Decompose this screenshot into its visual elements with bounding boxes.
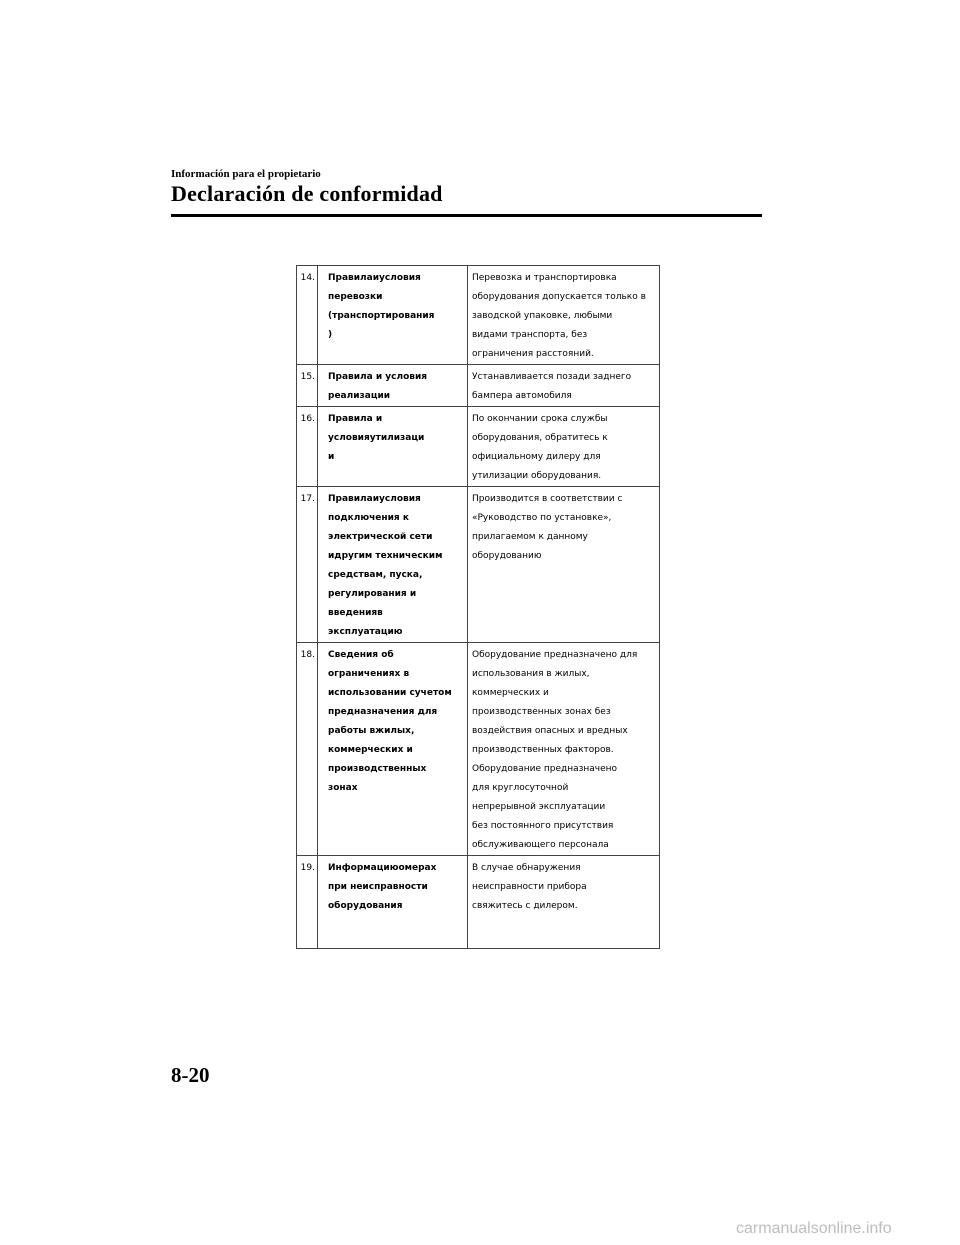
- row-number: 14.: [297, 266, 318, 365]
- row-number: 19.: [297, 856, 318, 949]
- table-row: [297, 407, 660, 487]
- row-number: 17.: [297, 487, 318, 643]
- specification-table: [296, 265, 660, 949]
- row-number: 18.: [297, 643, 318, 856]
- row-name: Информациюомерах при неисправности оборудования: [318, 856, 468, 949]
- row-name: Правила и условия реализации: [318, 365, 468, 407]
- row-name: Правилаиусловия перевозки (транспортирования ): [318, 266, 468, 365]
- row-description: Перевозка и транспортировка оборудования допускается только в заводской упаковке, любыми видами транспорта, без ограничения расстояний.: [468, 266, 660, 365]
- row-description: Производится в соответствии с «Руководство по установке», прилагаемом к данному оборудованию: [468, 487, 660, 643]
- row-number: 15.: [297, 365, 318, 407]
- row-description: Устанавливается позади заднего бампера автомобиля: [468, 365, 660, 407]
- section-label: Información para el propietario: [171, 168, 321, 180]
- table-row: [297, 856, 660, 949]
- table-row: [297, 487, 660, 643]
- row-description: Оборудование предназначено для использования в жилых, коммерческих и производственных зонах без воздействия опасных и вредных производственных факторов. Оборудование предназначено для круглосуточной непрерывной эксплуатации без постоянного присутствия обслуживающего персонала: [468, 643, 660, 856]
- page-title: Declaración de conformidad: [171, 181, 443, 206]
- row-description: В случае обнаружения неисправности прибора свяжитесь с дилером.: [468, 856, 660, 949]
- title-divider: [171, 214, 762, 217]
- table-row: [297, 643, 660, 856]
- row-number: 16.: [297, 407, 318, 487]
- row-name: Правила и условияутилизаци и: [318, 407, 468, 487]
- row-name: Правилаиусловия подключения к электрической сети идругим техническим средствам, пуска, регулирования и введенияв эксплуатацию: [318, 487, 468, 643]
- watermark-text: carmanualsonline.info: [736, 1220, 892, 1237]
- table-row: [297, 365, 660, 407]
- row-description: По окончании срока службы оборудования, обратитесь к официальному дилеру для утилизации оборудования.: [468, 407, 660, 487]
- table-row: [297, 266, 660, 365]
- row-name: Сведения об ограничениях в использовании сучетом предназначения для работы вжилых, коммерческих и производственных зонах: [318, 643, 468, 856]
- page-number: 8-20: [171, 1063, 210, 1087]
